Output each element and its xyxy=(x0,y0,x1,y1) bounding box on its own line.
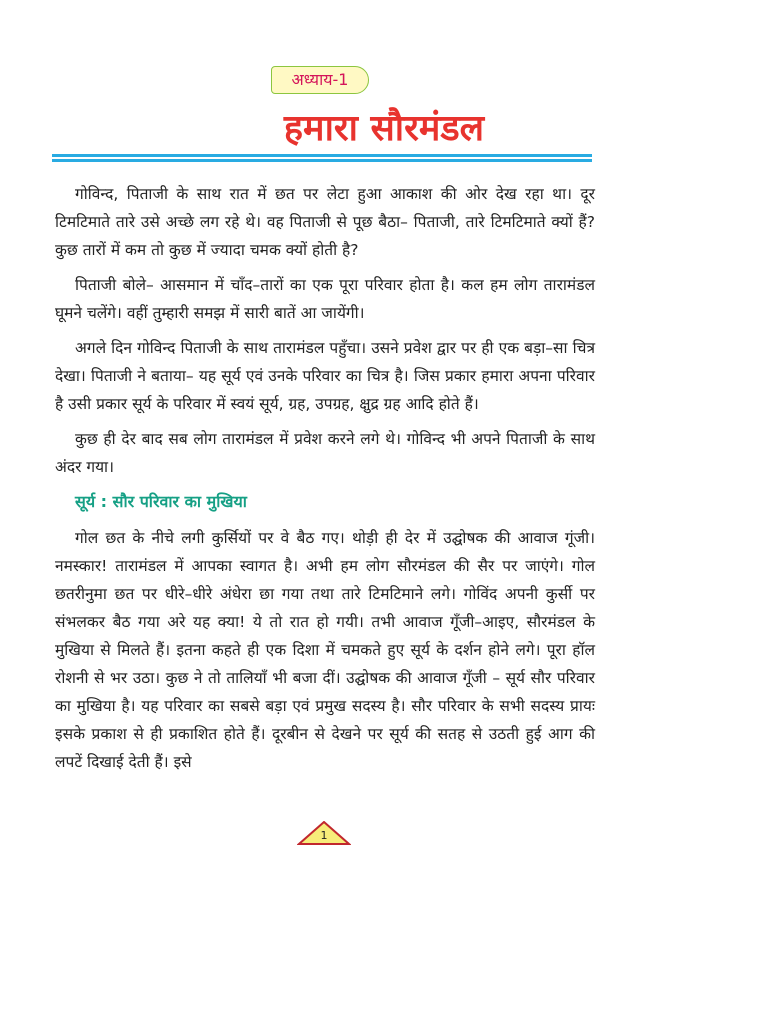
page-number xyxy=(297,821,351,845)
paragraph-3: अगले दिन गोविन्द पिताजी के साथ तारामंडल पहुँचा। उसने प्रवेश द्वार पर ही एक बड़ा–सा चित्र देखा। पिताजी ने बताया– यह सूर्य एवं उनके परिवार का चित्र है। जिस प्रकार हमारा अपना परिवार है उसी प्रकार सूर्य के परिवार में स्वयं सूर्य, ग्रह, उपग्रह, क्षुद्र ग्रह आदि होते हैं। xyxy=(55,339,595,413)
section-heading: सूर्य : सौर परिवार का मुखिया xyxy=(75,492,247,511)
paragraph-5: गोल छत के नीचे लगी कुर्सियों पर वे बैठ गए। थोड़ी ही देर में उद्घोषक की आवाज गूंजी। नमस्कार! तारामंडल में आपका स्वागत है। अभी हम लोग सौरमंडल की सैर पर जाएंगे। गोल छतरीनुमा छत पर धीरे–धीरे अंधेरा छा गया तथा तारे टिमटिमाने लगे। गोविंद अपनी कुर्सी पर संभलकर बैठ गया अरे यह क्या! ये तो रात हो गयी। तभी आवाज गूँजी–आइए, सौरमंडल के मुखिया से मिलते हैं। इतना कहते ही एक दिशा में चमकते हुए सूर्य के दर्शन होने लगे। पूरा हॉल रोशनी से भर उठा। कुछ ने तो तालियाँ भी बजा दीं। उद्घोषक की आवाज गूँजी – सूर्य सौर परिवार का मुखिया है। यह परिवार का सबसे बड़ा एवं प्रमुख सदस्य है। सौर परिवार के सभी सदस्य प्रायः इसके प्रकाश से ही प्रकाशित होते हैं। दूरबीन से देखने पर सूर्य की सतह से उठती हुई आग की लपटें दिखाई देती हैं। इसे xyxy=(55,529,595,771)
title-rule-bottom xyxy=(52,159,592,162)
paragraph-1: गोविन्द, पिताजी के साथ रात में छत पर लेटा हुआ आकाश की ओर देख रहा था। दूर टिमटिमाते तारे उसे अच्छे लग रहे थे। वह पिताजी से पूछ बैठा– पिताजी, तारे टिमटिमाते क्यों हैं? कुछ तारों में कम तो कुछ में ज्यादा चमक क्यों होती है? xyxy=(55,185,595,259)
paragraph-2: पिताजी बोले– आसमान में चाँद–तारों का एक पूरा परिवार होता है। कल हम लोग तारामंडल घूमने चलेंगे। वहीं तुम्हारी समझ में सारी बातें आ जायेंगी। xyxy=(55,276,595,322)
page-title: हमारा सौरमंडल xyxy=(283,108,485,149)
chapter-body xyxy=(55,180,595,783)
title-rule-top xyxy=(52,154,592,157)
paragraph-4: कुछ ही देर बाद सब लोग तारामंडल में प्रवेश करने लगे थे। गोविन्द भी अपने पिताजी के साथ अंदर गया। xyxy=(55,430,595,476)
chapter-label: अध्याय-1 xyxy=(271,66,369,94)
page-number-text: 1 xyxy=(320,829,328,842)
